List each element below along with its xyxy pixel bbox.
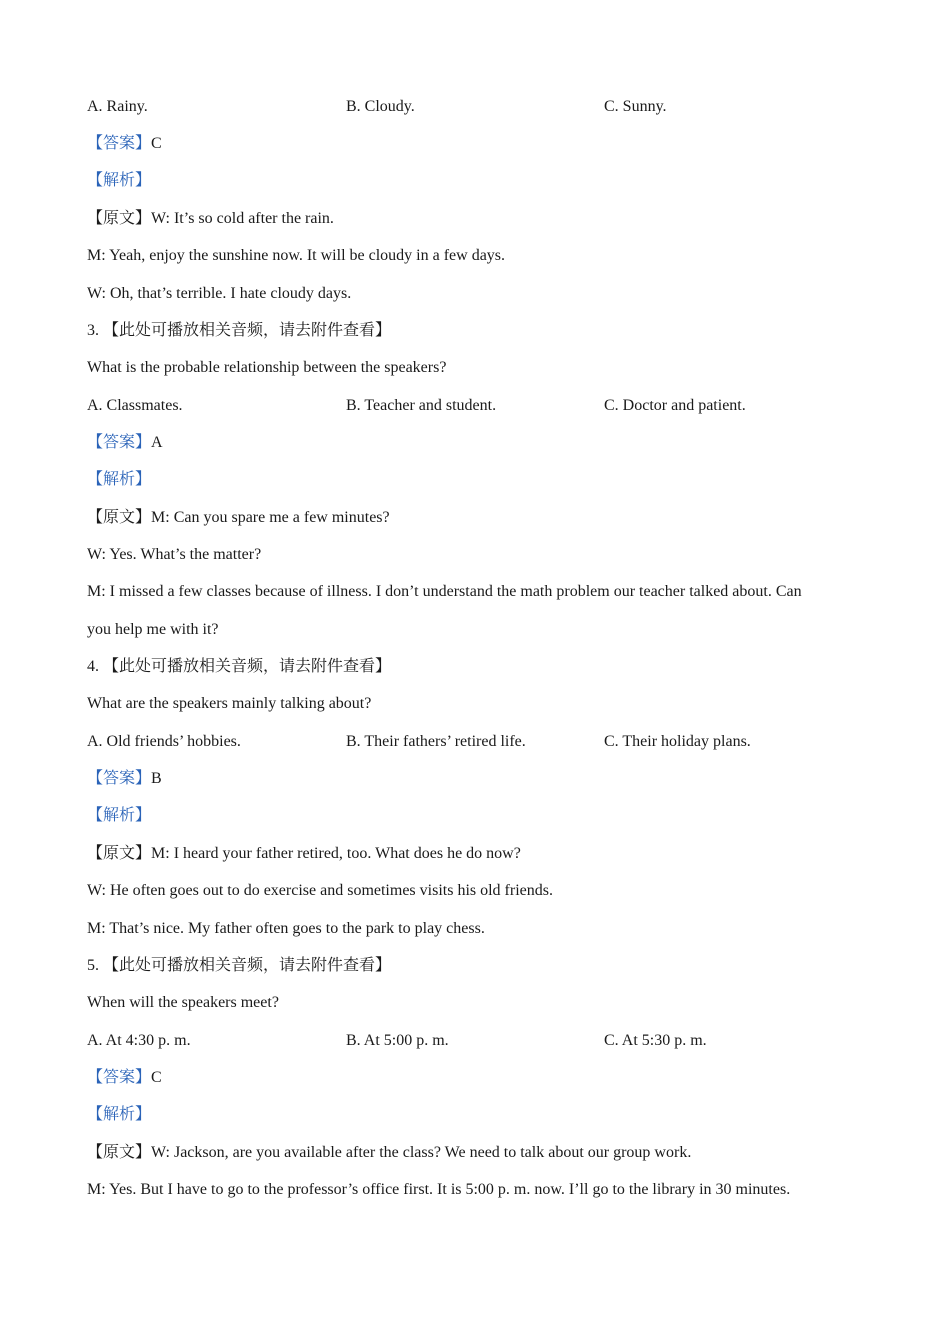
q3-option-a: A. Classmates. (87, 397, 183, 414)
q3-answer-line (87, 433, 870, 453)
q3-option-b: B. Teacher and student. (346, 397, 497, 414)
q4-transcript-line: M: That’s nice. My father often goes to the park to play chess. (87, 920, 485, 937)
q2-transcript-line (87, 209, 870, 229)
q5-option-c: C. At 5:30 p. m. (604, 1032, 707, 1049)
q5-analysis-line (87, 1105, 870, 1125)
q3-heading (87, 321, 870, 341)
q2-answer-line (87, 134, 870, 154)
q5-heading (87, 956, 870, 976)
analysis-label: 【解析】 (87, 1106, 152, 1123)
q5-number: 5. (87, 957, 99, 974)
q4-analysis-line (87, 806, 870, 826)
q3-number: 3. (87, 322, 99, 339)
q4-transcript-0: M: I heard your father retired, too. What does he do now? (151, 845, 521, 862)
q3-transcript-line (87, 508, 870, 528)
q3-transcript-line: you help me with it? (87, 621, 219, 638)
q2-analysis-line (87, 171, 870, 191)
q2-transcript-line: M: Yeah, enjoy the sunshine now. It will be cloudy in a few days. (87, 247, 506, 264)
q3-transcript-0: M: Can you spare me a few minutes? (151, 509, 390, 526)
q5-transcript-line: M: Yes. But I have to go to the professor’s office first. It is 5:00 p. m. now. I’ll go to the library in 30 minutes. (87, 1181, 791, 1198)
q2-option-c: C. Sunny. (604, 98, 667, 115)
q4-question: What are the speakers mainly talking about? (87, 695, 372, 712)
answer-label: 【答案】 (87, 1069, 152, 1086)
original-label: 【原文】 (87, 1144, 152, 1161)
q4-number: 4. (87, 658, 99, 675)
q3-answer: A (151, 434, 163, 451)
q3-transcript-line: W: Yes. What’s the matter? (87, 546, 262, 563)
original-label: 【原文】 (87, 210, 152, 227)
q5-transcript-line (87, 1143, 870, 1163)
q4-answer-line (87, 769, 870, 789)
q2-answer: C (151, 135, 162, 152)
q2-transcript-line: W: Oh, that’s terrible. I hate cloudy days. (87, 285, 352, 302)
q3-option-c: C. Doctor and patient. (604, 397, 746, 414)
q3-transcript-line: M: I missed a few classes because of illness. I don’t understand the math problem our teacher talked about. Can (87, 583, 802, 600)
original-label: 【原文】 (87, 845, 152, 862)
q5-option-b: B. At 5:00 p. m. (346, 1032, 449, 1049)
q5-question: When will the speakers meet? (87, 994, 279, 1011)
q4-heading (87, 657, 870, 677)
q4-answer: B (151, 770, 162, 787)
audio-note: 【此处可播放相关音频，请去附件查看】 (103, 322, 392, 339)
q2-transcript-0: W: It’s so cold after the rain. (151, 210, 334, 227)
q4-option-a: A. Old friends’ hobbies. (87, 733, 241, 750)
q2-option-a: A. Rainy. (87, 98, 148, 115)
original-label: 【原文】 (87, 509, 152, 526)
q4-transcript-line: W: He often goes out to do exercise and sometimes visits his old friends. (87, 882, 553, 899)
q5-option-a: A. At 4:30 p. m. (87, 1032, 191, 1049)
analysis-label: 【解析】 (87, 471, 152, 488)
audio-note: 【此处可播放相关音频，请去附件查看】 (103, 658, 392, 675)
q5-answer-line (87, 1068, 870, 1088)
answer-label: 【答案】 (87, 135, 152, 152)
answer-label: 【答案】 (87, 434, 152, 451)
q5-answer: C (151, 1069, 162, 1086)
q4-transcript-line (87, 844, 870, 864)
answer-label: 【答案】 (87, 770, 152, 787)
q3-analysis-line (87, 470, 870, 490)
q4-option-c: C. Their holiday plans. (604, 733, 751, 750)
analysis-label: 【解析】 (87, 807, 152, 824)
q2-option-b: B. Cloudy. (346, 98, 415, 115)
analysis-label: 【解析】 (87, 172, 152, 189)
q3-question: What is the probable relationship between the speakers? (87, 359, 447, 376)
q4-option-b: B. Their fathers’ retired life. (346, 733, 526, 750)
audio-note: 【此处可播放相关音频，请去附件查看】 (103, 957, 392, 974)
q5-transcript-0: W: Jackson, are you available after the class? We need to talk about our group work. (151, 1144, 692, 1161)
